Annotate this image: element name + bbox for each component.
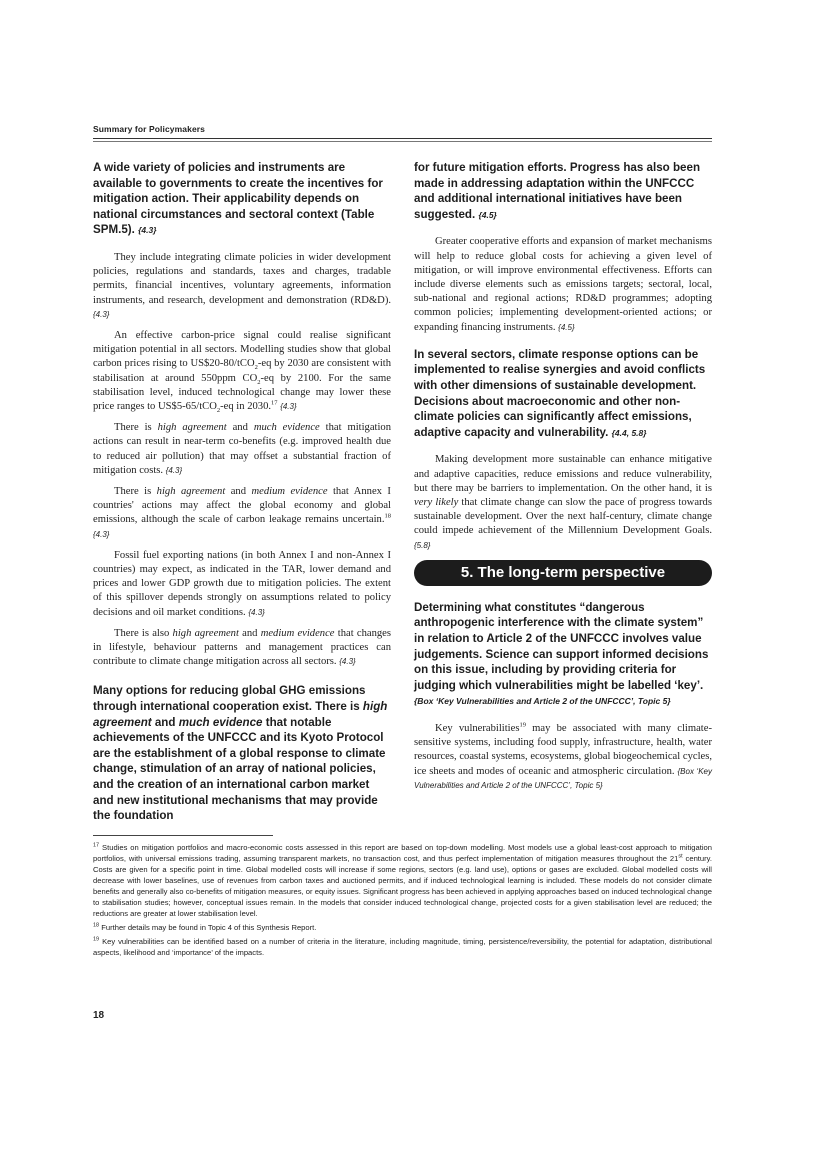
paragraph-text: that mitigation actions can result in near-term co-benefits (e.g. improved health due to reduced air pollution) that may offset a substantial fraction of mitigation costs. (93, 422, 391, 476)
footnote-18 (93, 922, 712, 933)
paragraph-text: -eq in 2030. (220, 401, 272, 412)
reference-tag: {4.4, 5.8} (611, 427, 647, 438)
paragraph-text: Fossil fuel exporting nations (in both Annex I and non-Annex I countries) may expect, as indicated in the TAR, lower demand and prices and lower GDP growth due to mitigation policies. The extent of this spillover depends strongly on assumptions related to policy decisions and oil market conditions. (93, 549, 391, 618)
footnote-text: Key vulnerabilities can be identified based on a number of criteria in the literature, including magnitude, timing, persistence/reversibility, the potential for adaptation, distributional aspects, likelihood and ‘importance’ of the impacts. (93, 937, 712, 957)
paragraph-text: Making development more sustainable can enhance mitigative and adaptive capacities, reduce emissions and reduce vulnerability, but there may be barriers to implementation. On the other hand, it is (414, 454, 712, 494)
right-column (414, 160, 712, 800)
footnotes (93, 842, 712, 961)
emphasis-text: much evidence (253, 422, 320, 434)
paragraph-text: that changes in lifestyle, behaviour patterns and management practices can contribute to climate change mitigation across all sectors. (93, 627, 391, 668)
paragraph-text: and (225, 486, 252, 498)
lead-paragraph-policies (93, 160, 391, 239)
paragraph-text: -eq by 2100. For the same stabilisation level, induced technological change may lower these price ranges to US$5-65/tCO (93, 372, 391, 412)
footnote-text: century. Costs are given for a specific point in time. Global modelled costs will increase if some regions, sectors (e.g. land use), options or gases are excluded. Global modelled costs will decrease with lower baselines, use of revenues from carbon taxes and auctioned permits, and if induced technological learning is included. These models do not consider climate benefits and generally also co-benefits of mitigation measures, or equity issues. Significant progress has been achieved in applying approaches based on induced technological change to stabilisation studies; however, conceptual issues remain. In the models that consider induced technological change, projected costs for a given stabilisation level are reduced; the reductions are greater at lower stabilisation level. (93, 854, 713, 918)
reference-tag: {4.3} (280, 402, 297, 411)
header-rule (93, 138, 712, 139)
paragraph-text: that climate change can slow the pace of progress towards sustainable development. Over the next half-century, climate change could impede achievement of the Millennium Development Goals. (414, 496, 712, 537)
paragraph-text: Key vulnerabilities (435, 722, 520, 734)
paragraph-text: may be associated with many climate-sensitive systems, including food supply, infrastructure, health, water resources, coastal systems, ecosystems, global biogeochemical cycles, ice sheets and modes of oceanic and atmospheric circulation. (414, 722, 712, 777)
subscript: 2 (216, 407, 221, 415)
paragraph-text: -eq by 2030 are consistent with stabilisation at around 550ppm CO (93, 358, 391, 384)
body-paragraph (93, 549, 391, 620)
footnote-17 (93, 842, 712, 919)
reference-tag: {4.5} (478, 209, 497, 220)
emphasis-text: very likely (414, 496, 459, 508)
lead-text: for future mitigation efforts. Progress has also been made in addressing adaptation within the UNFCCC and additional international initiatives have been suggested. (414, 161, 701, 221)
lead-paragraph-continued (414, 160, 712, 223)
reference-tag: {4.5} (558, 322, 575, 332)
emphasis-text: high agreement (172, 627, 239, 639)
footnote-marker: 19 (519, 721, 526, 729)
lead-paragraph-cooperation (93, 683, 391, 823)
lead-text: A wide variety of policies and instruments are available to governments to create the incentives for mitigation action. Their applicability depends on national circumstances and sectoral context (Table SPM.5). (93, 161, 383, 237)
emphasis-text: high agreement (157, 422, 227, 434)
reference-tag: {4.3} (339, 657, 356, 667)
footnote-rule (93, 835, 273, 836)
footnote-text: Further details may be found in Topic 4 of this Synthesis Report. (99, 923, 317, 932)
footnote-mark: 17 (93, 842, 100, 849)
emphasis-text: much evidence (178, 715, 263, 729)
ordinal-suffix: st (678, 853, 683, 860)
header-rule-thin (93, 141, 712, 142)
body-paragraph (414, 453, 712, 552)
reference-tag: {4.3} (93, 529, 110, 539)
paragraph-text: They include integrating climate policies in wider development policies, regulations and standards, taxes and charges, tradable permits, financial incentives, voluntary agreements, information instruments, and research, development and demonstration (RD&D). (93, 251, 391, 306)
reference-tag: {Box ‘Key Vulnerabilities and Article 2 of the UNFCCC’, Topic 5} (414, 696, 671, 707)
reference-tag: {4.3} (138, 225, 157, 236)
footnote-marker: 17 (271, 399, 278, 407)
footnote-19 (93, 936, 712, 958)
footnote-mark: 19 (93, 936, 100, 943)
emphasis-text: medium evidence (251, 486, 328, 498)
lead-paragraph-synergies (414, 347, 712, 442)
body-paragraph (414, 722, 712, 793)
paragraph-text: Greater cooperative efforts and expansion of market mechanisms will help to reduce global costs for achieving a given level of mitigation, or will improve environmental effectiveness. Efforts can include diverse elements such as emissions targets; sectoral, local, sub-national and regional actions; RD&D programmes; adopting common policies; implementing development-oriented actions; or expanding financing instruments. (414, 236, 712, 333)
footnote-text: Studies on mitigation portfolios and macro-economic costs assessed in this report are based on top-down modelling. Most models use a global least-cost approach to mitigation portfolios, with universal emissions trading, assuming transparent markets, no transaction cost, and thus perfect implementation of mitigation measures throughout the 21 (93, 843, 712, 863)
body-paragraph (414, 235, 712, 334)
emphasis-text: medium evidence (260, 627, 335, 639)
footnote-marker: 18 (384, 512, 391, 520)
reference-tag: {4.3} (248, 607, 265, 617)
paragraph-text: and (238, 627, 261, 639)
body-paragraph (93, 251, 391, 322)
page-number: 18 (93, 1010, 105, 1021)
lead-text: that notable achievements of the UNFCCC and its Kyoto Protocol are the establishment of a global response to climate change, stimulation of an array of national policies, and the creation of an international carbon market and new institutional mechanisms that may provide the foundation (93, 715, 386, 823)
paragraph-text: that Annex I countries' actions may affect the global economy and global emissions, although the scale of carbon leakage remains uncertain. (93, 486, 391, 526)
paragraph-text: and (226, 422, 254, 434)
subscript: 2 (257, 378, 261, 386)
paragraph-text: There is also (114, 627, 173, 639)
body-paragraph (93, 485, 391, 542)
reference-tag: {Box ‘Key Vulnerabilities and Article 2 of the UNFCCC’, Topic 5} (414, 766, 712, 790)
lead-text: Determining what constitutes “dangerous anthropogenic interference with the climate system” in relation to Article 2 of the UNFCCC involves value judgements. Science can support informed decisions on this issue, including by providing criteria for judging which vulnerabilities might be labelled ‘key’. (414, 600, 709, 692)
subscript: 2 (254, 364, 258, 372)
lead-text: Many options for reducing global GHG emissions through international cooperation exist. There is (93, 684, 366, 714)
emphasis-text: high agreement (156, 486, 226, 498)
lead-paragraph-dangerous-interference (414, 600, 712, 710)
lead-text: and (151, 715, 179, 729)
lead-text: In several sectors, climate response options can be implemented to realise synergies and avoid conflicts with other dimensions of sustainable development. Decisions about macroeconomic and other non-climate policies can significantly affect emissions, adaptive capacity and vulnerability. (414, 347, 706, 439)
emphasis-text: high agreement (93, 700, 388, 729)
footnote-mark: 18 (93, 922, 100, 929)
body-paragraph (93, 421, 391, 478)
running-header: Summary for Policymakers (93, 124, 206, 134)
paragraph-text: An effective carbon-price signal could realise significant mitigation potential in all sectors. Modelling studies show that global carbon prices rising to US$20-80/tCO (93, 329, 391, 370)
reference-tag: {4.3} (165, 465, 183, 475)
left-column (93, 160, 391, 836)
body-paragraph (93, 329, 391, 414)
body-paragraph (93, 627, 391, 670)
paragraph-text: There is (114, 422, 158, 434)
paragraph-text: There is (114, 486, 157, 498)
reference-tag: {5.8} (414, 540, 431, 550)
reference-tag: {4.3} (93, 309, 110, 319)
section-heading: 5. The long-term perspective (414, 560, 712, 586)
